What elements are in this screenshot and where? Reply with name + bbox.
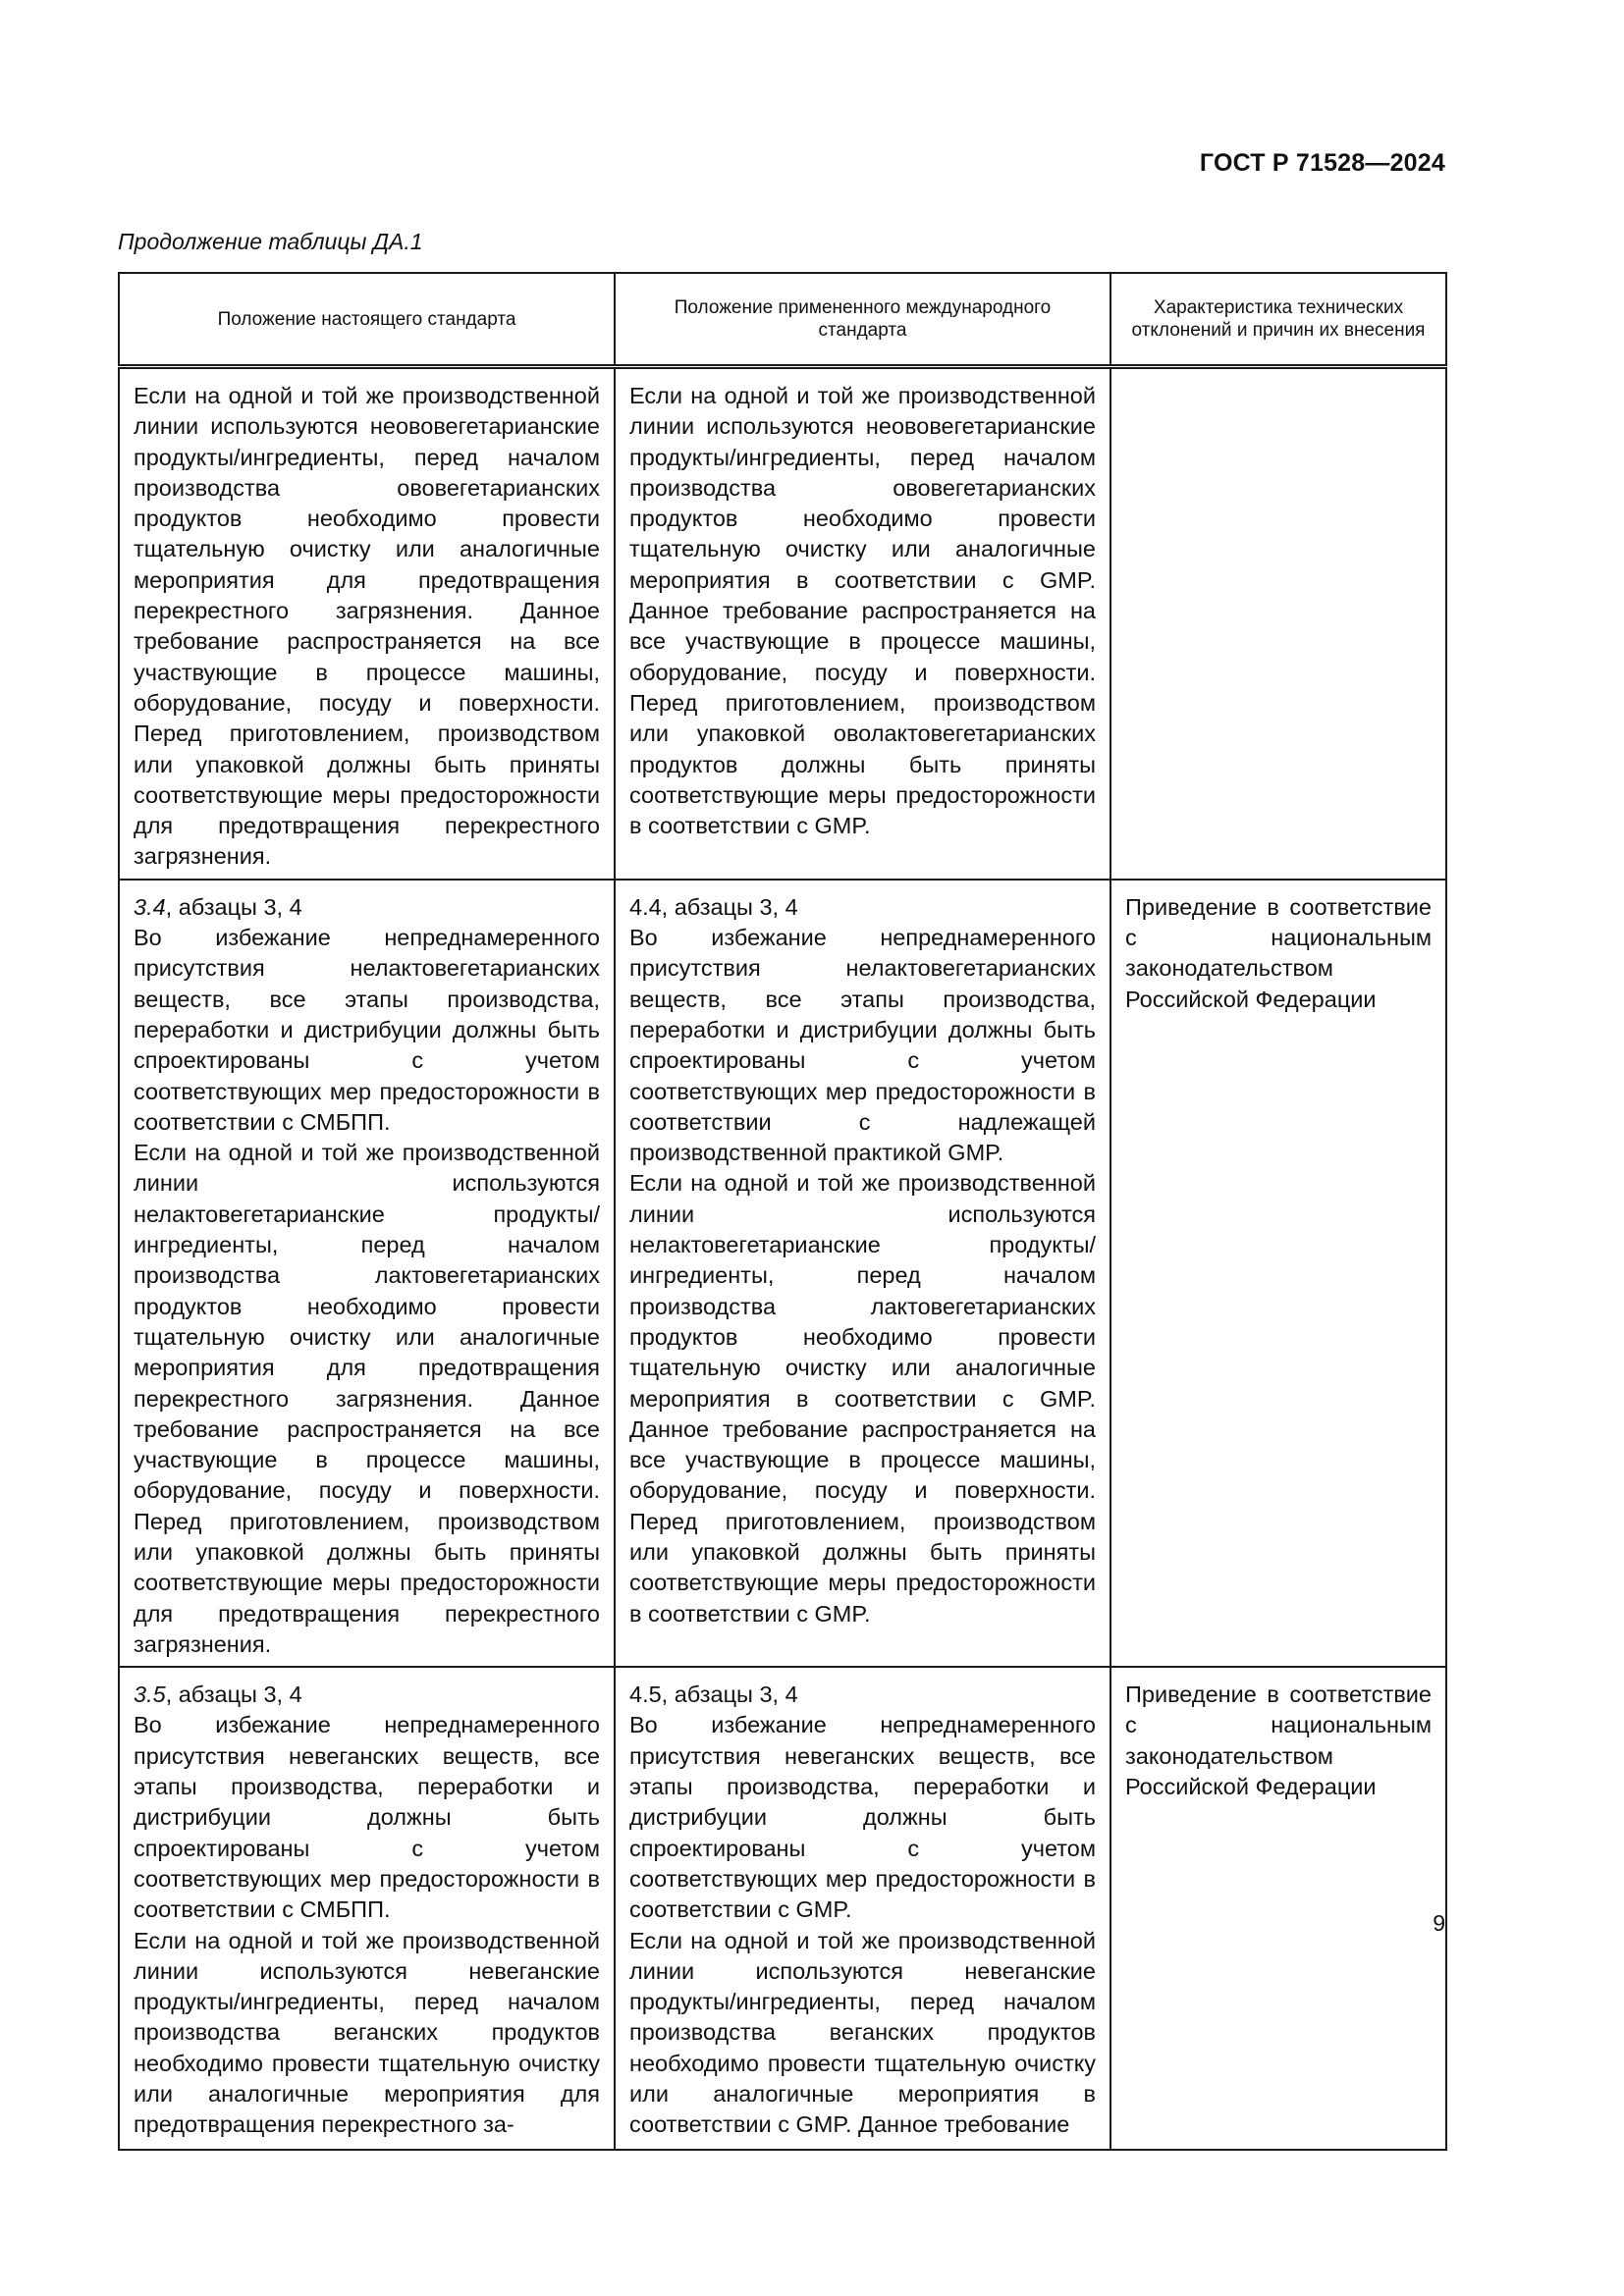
clause-paragraphs: , абзацы 3, 4 — [165, 893, 302, 920]
provision-paragraph: Во избежание непреднамеренного присутствия нелактовегетарианских веществ, все этапы производства, переработки и дистрибуции должны быть спроектированы с учетом соответствующих мер предосторожности в соответствии с надлежащей производственной практикой GMP. — [629, 925, 1096, 1166]
column-header-national: Положение настоящего стандарта — [119, 273, 615, 367]
clause-reference — [134, 1680, 600, 1710]
clause-paragraphs: , абзацы 3, 4 — [165, 1682, 302, 1708]
table-row — [119, 367, 1446, 880]
provision-paragraph: Если на одной и той же производственной линии используются невеганские продукты/ингредиенты, перед началом производства веганских продуктов необходимо провести тщательную очистку или аналогичные мероприятия для предотвращения перекрестного за- — [134, 1927, 600, 2138]
table-header-row — [119, 273, 1446, 367]
provision-paragraph: Если на одной и той же производственной линии используются нелактовегетарианские продукты/ингредиенты, перед началом производства лактовегетарианских продуктов необходимо провести тщательную очистку или аналогичные мероприятия в соответствии с GMP. Данное требование распространяется на все участвующие в процессе машины, оборудование, посуду и поверхности. Перед приготовлением, производством или упаковкой должны быть приняты соответствующие меры предосторожности в соответствии с GMP. — [629, 1170, 1096, 1627]
deviation-cell: Приведение в соответствие с национальным законодательством Российской Федерации — [1110, 1667, 1446, 2150]
deviation-table — [118, 272, 1447, 2151]
national-provision-cell — [119, 1667, 615, 2150]
provision-paragraph: Если на одной и той же производственной линии используются неововегетарианские продукты/ингредиенты, перед началом производства ововегетарианских продуктов необходимо провести тщательную очистку или аналогичные мероприятия в соответствии с GMP. Данное требование распространяется на все участвующие в процессе машины, оборудование, посуду и поверхности. Перед приготовлением, производством или упаковкой оволактовегетарианских продуктов должны быть приняты соответствующие меры предосторожности в соответствии с GMP. — [629, 383, 1096, 839]
page-number: 9 — [1433, 1910, 1445, 1936]
table-row — [119, 1667, 1446, 2150]
international-provision-cell — [615, 1667, 1110, 2150]
clause-reference: 4.5, абзацы 3, 4 — [629, 1682, 798, 1708]
international-provision-cell — [615, 367, 1110, 880]
clause-reference: 4.4, абзацы 3, 4 — [629, 893, 798, 920]
table-caption: Продолжение таблицы ДА.1 — [118, 229, 423, 254]
international-provision-cell — [615, 880, 1110, 1667]
document-code: ГОСТ Р 71528—2024 — [1199, 149, 1445, 177]
column-header-deviation: Характеристика технических отклонений и причин их внесения — [1110, 273, 1446, 367]
table-row — [119, 880, 1446, 1667]
provision-paragraph: Если на одной и той же производственной линии используются неововегетарианские продукты/ингредиенты, перед началом производства ововегетарианских продуктов необходимо провести тщательную очистку или аналогичные мероприятия для предотвращения перекрестного загрязнения. Данное требование распространяется на все участвующие в процессе машины, оборудование, посуду и поверхности. Перед приготовлением, производством или упаковкой должны быть приняты соответствующие меры предосторожности для предотвращения перекрестного загрязнения. — [134, 383, 600, 870]
deviation-cell — [1110, 367, 1446, 880]
provision-paragraph: Во избежание непреднамеренного присутствия невеганских веществ, все этапы производства, переработки и дистрибуции должны быть спроектированы с учетом соответствующих мер предосторожности в соответствии с СМБПП. — [134, 1712, 600, 1923]
provision-paragraph: Если на одной и той же производственной линии используются невеганские продукты/ингредиенты, перед началом производства веганских продуктов необходимо провести тщательную очистку или аналогичные мероприятия в соответствии с GMP. Данное требование — [629, 1927, 1096, 2138]
national-provision-cell — [119, 367, 615, 880]
deviation-cell: Приведение в соответствие с национальным законодательством Российской Федерации — [1110, 880, 1446, 1667]
clause-number: 3.5 — [134, 1682, 166, 1708]
provision-paragraph: Во избежание непреднамеренного присутствия невеганских веществ, все этапы производства, переработки и дистрибуции должны быть спроектированы с учетом соответствующих мер предосторожности в соответствии с GMP. — [629, 1712, 1096, 1923]
column-header-international: Положение примененного международного стандарта — [615, 273, 1110, 367]
provision-paragraph: Во избежание непреднамеренного присутствия нелактовегетарианских веществ, все этапы производства, переработки и дистрибуции должны быть спроектированы с учетом соответствующих мер предосторожности в соответствии с СМБПП. — [134, 925, 600, 1135]
provision-paragraph: Если на одной и той же производственной линии используются нелактовегетарианские продукты/ингредиенты, перед началом производства лактовегетарианских продуктов необходимо провести тщательную очистку или аналогичные мероприятия для предотвращения перекрестного загрязнения. Данное требование распространяется на все участвующие в процессе машины, оборудование, посуду и поверхности. Перед приготовлением, производством или упаковкой должны быть приняты соответствующие меры предосторожности для предотвращения перекрестного загрязнения. — [134, 1140, 600, 1657]
clause-reference — [134, 892, 600, 923]
national-provision-cell — [119, 880, 615, 1667]
clause-number: 3.4 — [134, 893, 166, 920]
